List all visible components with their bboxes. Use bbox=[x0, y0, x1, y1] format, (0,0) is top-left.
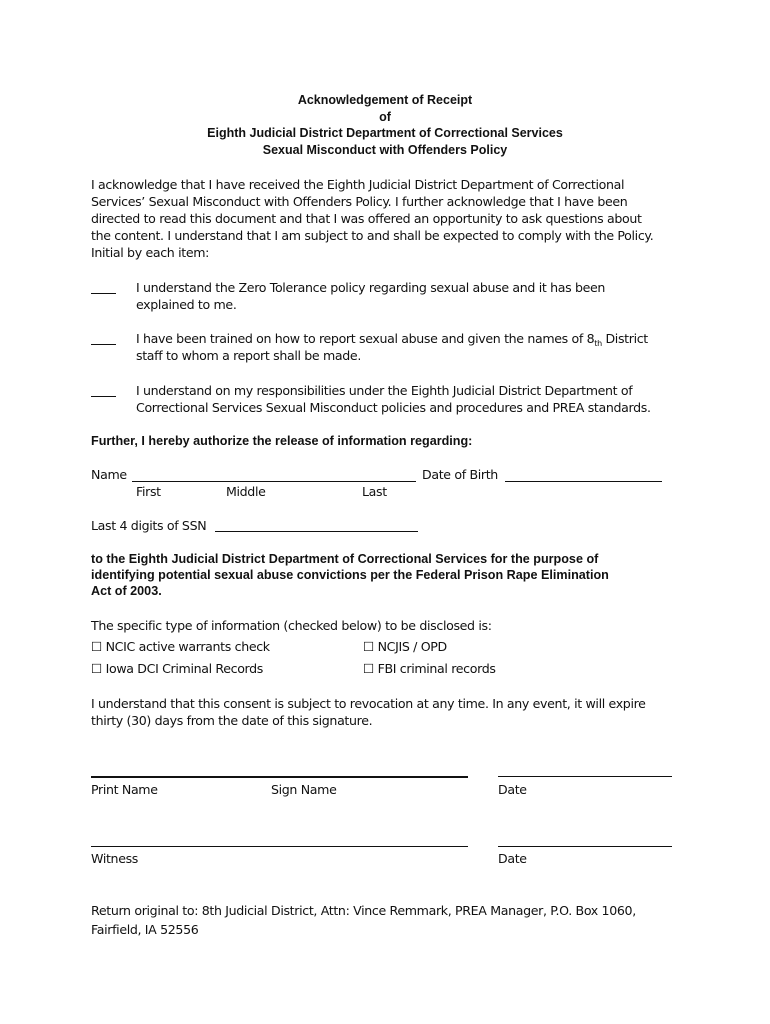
initial-blank-3[interactable] bbox=[91, 396, 116, 397]
intro-line-1: I acknowledge that I have received the Eighth Judicial District Department of Correctional bbox=[91, 177, 625, 192]
ssn-label: Last 4 digits of SSN bbox=[91, 518, 207, 533]
initial-blank-1[interactable] bbox=[91, 293, 116, 294]
ssn-field-line[interactable] bbox=[215, 531, 418, 532]
intro-line-3: directed to read this document and that I was offered an opportunity to ask questions about bbox=[91, 211, 642, 226]
consent-line-2: thirty (30) days from the date of this signature. bbox=[91, 713, 373, 728]
purpose-line-2: identifying potential sexual abuse convictions per the Federal Prison Rape Elimination bbox=[91, 568, 609, 582]
sign-name-label: Sign Name bbox=[271, 782, 337, 797]
title-line-3: Eighth Judicial District Department of Correctional Services bbox=[207, 126, 563, 140]
name-middle-caption: Middle bbox=[226, 484, 266, 499]
witness-label: Witness bbox=[91, 851, 139, 866]
date-line-1[interactable] bbox=[498, 776, 672, 777]
dob-label: Date of Birth bbox=[422, 467, 498, 482]
checkbox-icon[interactable]: ☐ bbox=[363, 639, 374, 654]
date-label-1: Date bbox=[498, 782, 527, 797]
witness-line[interactable] bbox=[91, 846, 468, 847]
title-line-2: of bbox=[379, 110, 391, 124]
title-line-4: Sexual Misconduct with Offenders Policy bbox=[262, 143, 508, 157]
name-label: Name bbox=[91, 467, 127, 482]
initial-blank-2[interactable] bbox=[91, 344, 116, 345]
intro-line-4: the content. I understand that I am subject to and shall be expected to comply with the Policy. bbox=[91, 228, 654, 243]
print-name-label: Print Name bbox=[91, 782, 158, 797]
checkbox-fbi[interactable]: ☐ FBI criminal records bbox=[363, 661, 496, 676]
name-field-line[interactable] bbox=[132, 481, 416, 482]
item-2-line-1: I have been trained on how to report sexual abuse and given the names of $8_{th}$ District bbox=[136, 331, 648, 348]
item-3-line-2: Correctional Services Sexual Misconduct policies and procedures and PREA standards. bbox=[136, 400, 651, 415]
purpose-line-3: Act of 2003. bbox=[91, 584, 162, 598]
name-first-caption: First bbox=[136, 484, 161, 499]
item-1-line-1: I understand the Zero Tolerance policy regarding sexual abuse and it has been bbox=[136, 280, 606, 295]
date-line-2[interactable] bbox=[498, 846, 672, 847]
checkbox-icon[interactable]: ☐ bbox=[91, 639, 102, 654]
checkbox-ncic[interactable]: ☐ NCIC active warrants check bbox=[91, 639, 270, 654]
print-sign-name-line[interactable] bbox=[91, 776, 468, 778]
item-1-line-2: explained to me. bbox=[136, 297, 237, 312]
item-3-line-1: I understand on my responsibilities under the Eighth Judicial District Department of bbox=[136, 383, 633, 398]
date-label-2: Date bbox=[498, 851, 527, 866]
dob-field-line[interactable] bbox=[505, 481, 662, 482]
checkbox-icon[interactable]: ☐ bbox=[91, 661, 102, 676]
checkbox-ncjis[interactable]: ☐ NCJIS / OPD bbox=[363, 639, 447, 654]
intro-line-2: Services’ Sexual Misconduct with Offenders Policy. I further acknowledge that I have been bbox=[91, 194, 628, 209]
return-line-1: Return original to: 8th Judicial District, Attn: Vince Remmark, PREA Manager, P.O. Box 1060, bbox=[91, 903, 636, 918]
checkbox-iowa-dci[interactable]: ☐ Iowa DCI Criminal Records bbox=[91, 661, 264, 676]
info-type-label: The specific type of information (checked below) to be disclosed is: bbox=[91, 618, 492, 633]
intro-line-5: Initial by each item: bbox=[91, 245, 210, 260]
authorize-heading: Further, I hereby authorize the release of information regarding: bbox=[91, 434, 473, 448]
name-last-caption: Last bbox=[362, 484, 387, 499]
purpose-line-1: to the Eighth Judicial District Department of Correctional Services for the purpose of bbox=[91, 552, 599, 566]
item-2-line-2: staff to whom a report shall be made. bbox=[136, 348, 361, 363]
consent-line-1: I understand that this consent is subject to revocation at any time. In any event, it will expire bbox=[91, 696, 646, 711]
return-line-2: Fairfield, IA 52556 bbox=[91, 922, 199, 937]
title-line-1: Acknowledgement of Receipt bbox=[297, 93, 473, 107]
checkbox-icon[interactable]: ☐ bbox=[363, 661, 374, 676]
